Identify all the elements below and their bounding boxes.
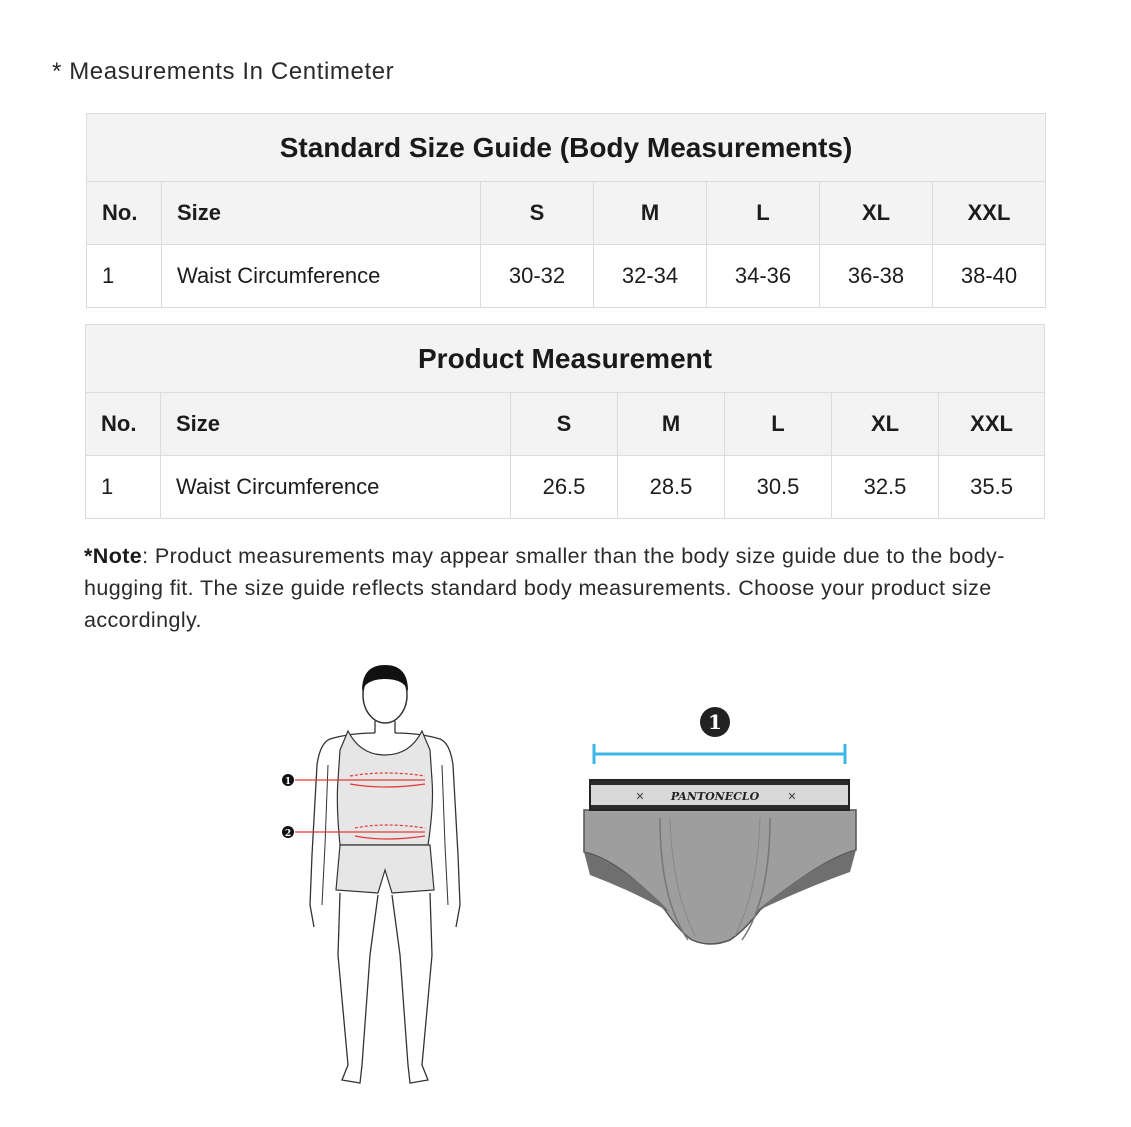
footnote	[84, 540, 1054, 636]
body-size-table	[86, 113, 1046, 308]
svg-text:2: 2	[284, 829, 292, 839]
column-header: Size	[162, 182, 481, 245]
column-header: XXL	[933, 182, 1046, 245]
table-cell: 28.5	[618, 456, 725, 519]
table-cell: 35.5	[939, 456, 1045, 519]
table-title: Product Measurement	[86, 325, 1045, 393]
column-header: No.	[87, 182, 162, 245]
table-cell: 36-38	[820, 245, 933, 308]
table-cell: 30-32	[481, 245, 594, 308]
column-header: XL	[832, 393, 939, 456]
brand-label: PANTONECLO	[670, 790, 760, 803]
table-cell: 30.5	[725, 456, 832, 519]
column-header: L	[707, 182, 820, 245]
table-row	[87, 245, 1046, 308]
unit-note: * Measurements In Centimeter	[52, 58, 395, 85]
cross-icon: ✕	[635, 790, 645, 803]
table-title: Standard Size Guide (Body Measurements)	[87, 114, 1046, 182]
column-header: M	[618, 393, 725, 456]
table-header-row	[86, 393, 1045, 456]
footnote-label: *Note	[84, 544, 143, 568]
column-header: L	[725, 393, 832, 456]
table-cell: Waist Circumference	[161, 456, 511, 519]
column-header: XL	[820, 182, 933, 245]
column-header: Size	[161, 393, 511, 456]
table-cell: 38-40	[933, 245, 1046, 308]
product-measurement-table	[85, 324, 1045, 519]
body-figure	[270, 655, 480, 1095]
table-cell: 1	[87, 245, 162, 308]
column-header: No.	[86, 393, 161, 456]
column-header: S	[511, 393, 618, 456]
column-header: M	[594, 182, 707, 245]
column-header: S	[481, 182, 594, 245]
table-cell: 32.5	[832, 456, 939, 519]
svg-text:1: 1	[708, 710, 722, 734]
body-outline-illustration	[270, 655, 480, 1095]
table-cell: 1	[86, 456, 161, 519]
table-cell: 32-34	[594, 245, 707, 308]
table-cell: 34-36	[707, 245, 820, 308]
footnote-text: : Product measurements may appear smaller than the body size guide due to the body-hugging fit. The size guide reflects standard body measurements. Choose your product size accordingly.	[84, 544, 1005, 632]
table-row	[86, 456, 1045, 519]
table-cell: Waist Circumference	[162, 245, 481, 308]
brief-illustration	[570, 700, 870, 960]
table-cell: 26.5	[511, 456, 618, 519]
svg-text:1: 1	[284, 777, 292, 787]
table-header-row	[87, 182, 1046, 245]
product-figure	[570, 700, 870, 960]
cross-icon: ✕	[787, 790, 797, 803]
column-header: XXL	[939, 393, 1045, 456]
